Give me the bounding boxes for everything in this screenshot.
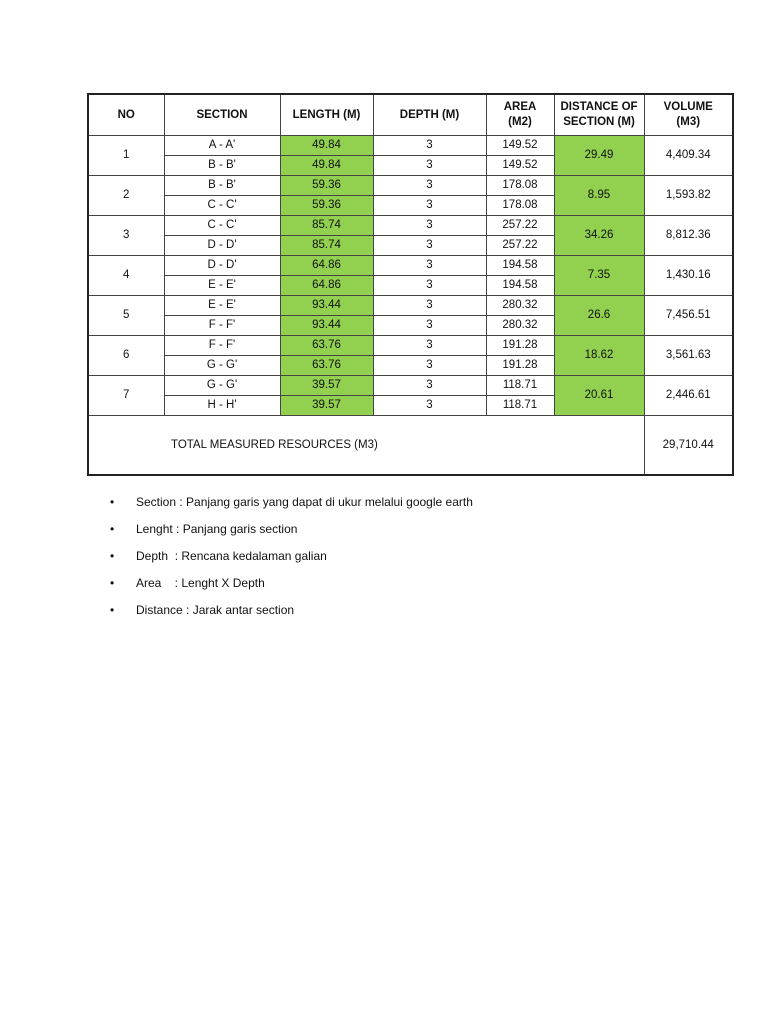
area-cell: 149.52 xyxy=(486,136,554,156)
volume-cell: 1,430.16 xyxy=(644,256,733,296)
note-text: Depth : Rencana kedalaman galian xyxy=(136,548,327,563)
list-item xyxy=(110,542,473,569)
area-cell: 280.32 xyxy=(486,316,554,336)
section-cell: H - H' xyxy=(164,396,280,416)
area-cell: 191.28 xyxy=(486,356,554,376)
area-cell: 257.22 xyxy=(486,236,554,256)
area-cell: 149.52 xyxy=(486,156,554,176)
depth-cell: 3 xyxy=(373,396,486,416)
area-cell: 118.71 xyxy=(486,376,554,396)
distance-cell: 20.61 xyxy=(554,376,644,416)
area-cell: 178.08 xyxy=(486,176,554,196)
volume-cell: 3,561.63 xyxy=(644,336,733,376)
volume-table xyxy=(87,93,734,476)
section-cell: D - D' xyxy=(164,236,280,256)
area-cell: 257.22 xyxy=(486,216,554,236)
volume-cell: 8,812.36 xyxy=(644,216,733,256)
distance-cell: 26.6 xyxy=(554,296,644,336)
area-cell: 178.08 xyxy=(486,196,554,216)
total-row xyxy=(88,416,733,476)
header-volume: VOLUME (M3) xyxy=(644,94,733,136)
volume-cell: 4,409.34 xyxy=(644,136,733,176)
depth-cell: 3 xyxy=(373,336,486,356)
bullet-icon: • xyxy=(110,521,115,536)
note-text: Lenght : Panjang garis section xyxy=(136,521,298,536)
length-cell: 93.44 xyxy=(280,316,373,336)
depth-cell: 3 xyxy=(373,136,486,156)
depth-cell: 3 xyxy=(373,176,486,196)
length-cell: 63.76 xyxy=(280,356,373,376)
note-text: Section : Panjang garis yang dapat di ukur melalui google earth xyxy=(136,494,473,509)
area-cell: 191.28 xyxy=(486,336,554,356)
group-no: 5 xyxy=(88,296,164,336)
length-cell: 85.74 xyxy=(280,236,373,256)
list-item xyxy=(110,596,473,623)
header-depth: DEPTH (M) xyxy=(373,94,486,136)
total-value: 29,710.44 xyxy=(644,416,733,476)
note-text: Area : Lenght X Depth xyxy=(136,575,265,590)
group-no: 1 xyxy=(88,136,164,176)
table-row xyxy=(88,136,733,156)
depth-cell: 3 xyxy=(373,196,486,216)
length-cell: 59.36 xyxy=(280,196,373,216)
section-cell: G - G' xyxy=(164,376,280,396)
group-no: 3 xyxy=(88,216,164,256)
length-cell: 93.44 xyxy=(280,296,373,316)
volume-cell: 1,593.82 xyxy=(644,176,733,216)
length-cell: 63.76 xyxy=(280,336,373,356)
table-header-row xyxy=(88,94,733,136)
group-no: 7 xyxy=(88,376,164,416)
notes-list xyxy=(110,488,473,623)
section-cell: E - E' xyxy=(164,296,280,316)
distance-cell: 29.49 xyxy=(554,136,644,176)
table-row xyxy=(88,256,733,276)
length-cell: 39.57 xyxy=(280,396,373,416)
group-no: 6 xyxy=(88,336,164,376)
distance-cell: 34.26 xyxy=(554,216,644,256)
header-section: SECTION xyxy=(164,94,280,136)
length-cell: 59.36 xyxy=(280,176,373,196)
area-cell: 280.32 xyxy=(486,296,554,316)
table-row xyxy=(88,336,733,356)
section-cell: F - F' xyxy=(164,316,280,336)
section-cell: G - G' xyxy=(164,356,280,376)
list-item xyxy=(110,515,473,542)
bullet-icon: • xyxy=(110,602,115,617)
table-row xyxy=(88,296,733,316)
depth-cell: 3 xyxy=(373,316,486,336)
depth-cell: 3 xyxy=(373,276,486,296)
table-row xyxy=(88,216,733,236)
length-cell: 49.84 xyxy=(280,156,373,176)
section-cell: C - C' xyxy=(164,196,280,216)
section-cell: D - D' xyxy=(164,256,280,276)
bullet-icon: • xyxy=(110,494,115,509)
depth-cell: 3 xyxy=(373,156,486,176)
section-cell: B - B' xyxy=(164,176,280,196)
depth-cell: 3 xyxy=(373,236,486,256)
group-no: 4 xyxy=(88,256,164,296)
length-cell: 64.86 xyxy=(280,256,373,276)
section-cell: B - B' xyxy=(164,156,280,176)
depth-cell: 3 xyxy=(373,216,486,236)
list-item xyxy=(110,488,473,515)
area-cell: 118.71 xyxy=(486,396,554,416)
distance-cell: 7.35 xyxy=(554,256,644,296)
section-cell: E - E' xyxy=(164,276,280,296)
bullet-icon: • xyxy=(110,575,115,590)
total-label: TOTAL MEASURED RESOURCES (M3) xyxy=(88,416,644,476)
header-area: AREA (M2) xyxy=(486,94,554,136)
volume-cell: 2,446.61 xyxy=(644,376,733,416)
distance-cell: 18.62 xyxy=(554,336,644,376)
section-cell: F - F' xyxy=(164,336,280,356)
area-cell: 194.58 xyxy=(486,256,554,276)
table-row xyxy=(88,176,733,196)
group-no: 2 xyxy=(88,176,164,216)
depth-cell: 3 xyxy=(373,256,486,276)
depth-cell: 3 xyxy=(373,356,486,376)
depth-cell: 3 xyxy=(373,376,486,396)
length-cell: 39.57 xyxy=(280,376,373,396)
section-cell: A - A' xyxy=(164,136,280,156)
length-cell: 64.86 xyxy=(280,276,373,296)
section-cell: C - C' xyxy=(164,216,280,236)
list-item xyxy=(110,569,473,596)
header-distance: DISTANCE OF SECTION (M) xyxy=(554,94,644,136)
header-length: LENGTH (M) xyxy=(280,94,373,136)
volume-cell: 7,456.51 xyxy=(644,296,733,336)
length-cell: 85.74 xyxy=(280,216,373,236)
header-no: NO xyxy=(88,94,164,136)
length-cell: 49.84 xyxy=(280,136,373,156)
note-text: Distance : Jarak antar section xyxy=(136,602,295,617)
table-row xyxy=(88,376,733,396)
bullet-icon: • xyxy=(110,548,115,563)
area-cell: 194.58 xyxy=(486,276,554,296)
distance-cell: 8.95 xyxy=(554,176,644,216)
depth-cell: 3 xyxy=(373,296,486,316)
